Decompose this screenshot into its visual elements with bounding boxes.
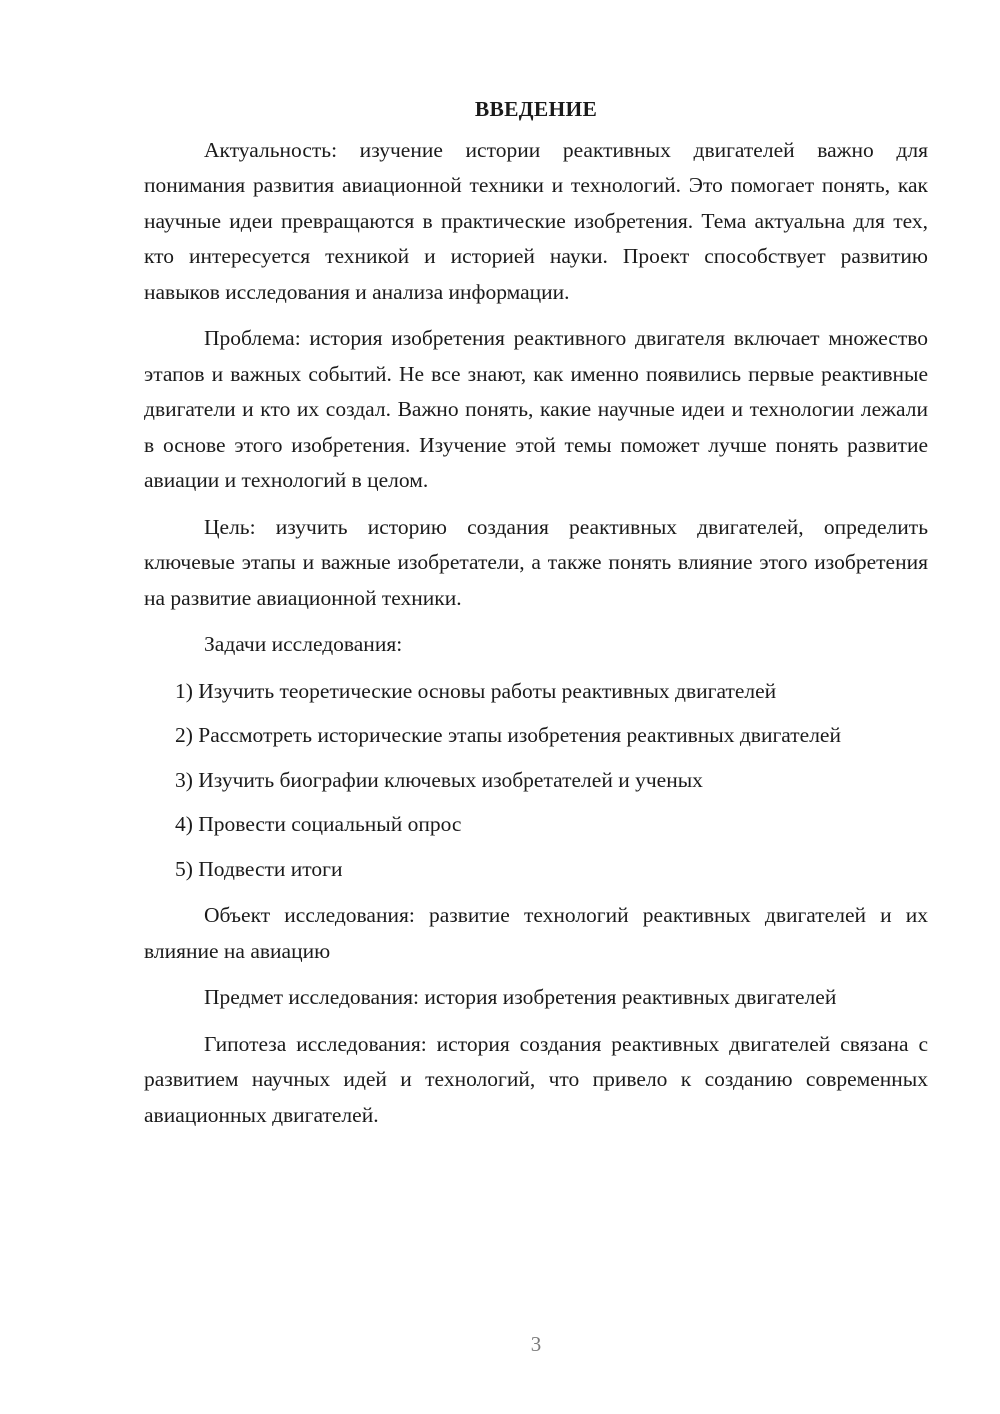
tasks-heading: Задачи исследования:	[204, 632, 403, 656]
task-item: 4) Провести социальный опрос	[175, 812, 462, 836]
hypothesis-paragraph: Гипотеза исследования: история создания реактивных двигателей связана с развитием научных идей и технологий, что привело к созданию современных авиационных двигателей.	[144, 1031, 928, 1127]
page-content	[144, 92, 928, 1144]
goal-paragraph: Цель: изучить историю создания реактивных двигателей, определить ключевые этапы и важные изобретатели, а также понять влияние этого изобретения на развитие авиационной техники.	[144, 514, 928, 610]
task-item: 3) Изучить биографии ключевых изобретателей и ученых	[175, 767, 703, 792]
problem-paragraph: Проблема: история изобретения реактивного двигателя включает множество этапов и важных событий. Не все знают, как именно появились первые реактивные двигатели и кто их создал. Важно понять, какие научные идеи и технологии лежали в основе этого изобретения. Изучение этой темы поможет лучше понять развитие авиации и технологий в целом.	[144, 326, 928, 492]
task-item: 5) Подвести итоги	[175, 856, 343, 881]
relevance-paragraph: Актуальность: изучение истории реактивных двигателей важно для понимания развития авиационной техники и технологий. Это помогает понять, как научные идеи превращаются в практические изобретения. Тема актуальна для тех, кто интересуется техникой и историей науки. Проект способствует развитию навыков исследования и анализа информации.	[144, 137, 928, 304]
section-title: ВВЕДЕНИЕ	[474, 97, 598, 121]
page-number: 3	[530, 1332, 542, 1356]
task-item: 1) Изучить теоретические основы работы реактивных двигателей	[175, 678, 777, 703]
task-item: 2) Рассмотреть исторические этапы изобретения реактивных двигателей	[175, 723, 841, 747]
object-paragraph: Объект исследования: развитие технологий реактивных двигателей и их влияние на авиацию	[144, 903, 928, 963]
subject-paragraph: Предмет исследования: история изобретения реактивных двигателей	[204, 985, 837, 1009]
